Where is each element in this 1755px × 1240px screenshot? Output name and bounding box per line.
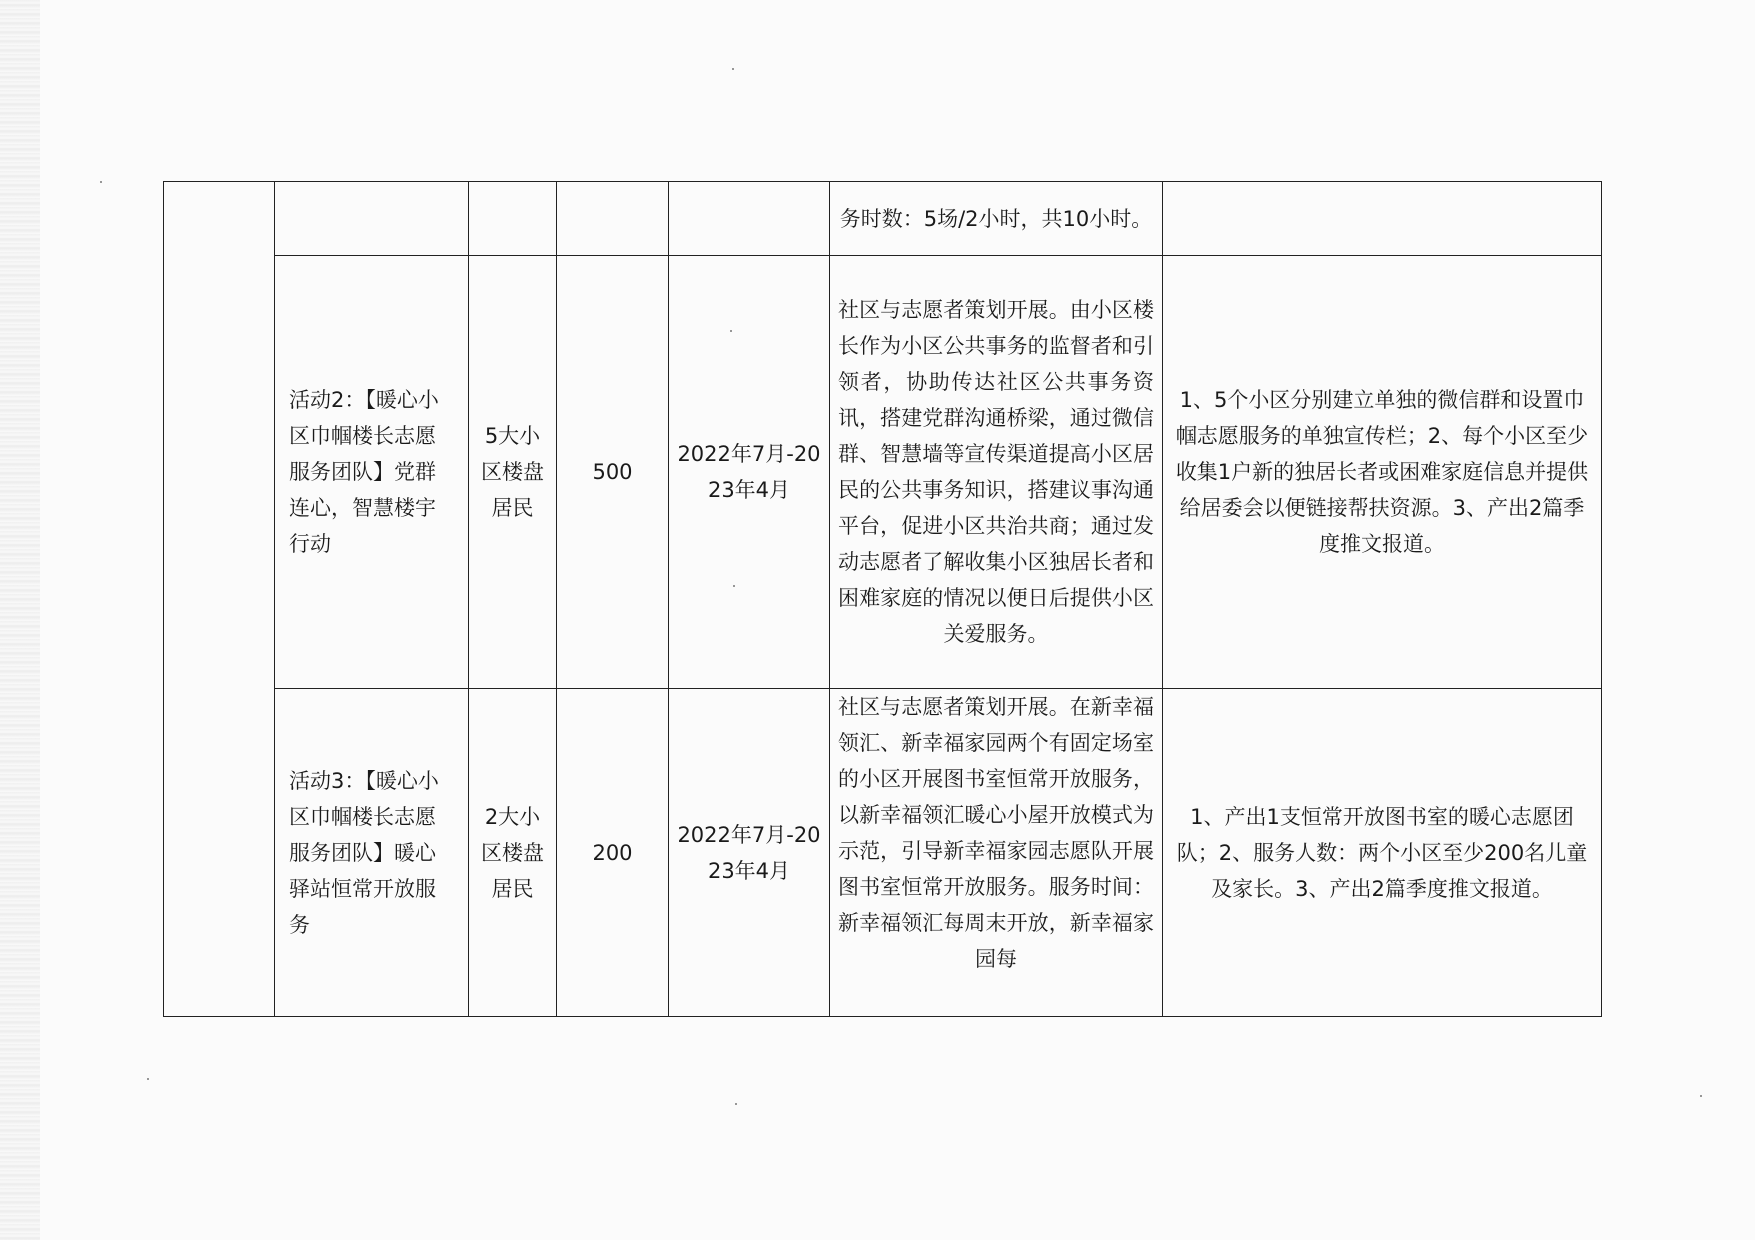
result-cell: 1、产出1支恒常开放图书室的暖心志愿团队；2、服务人数：两个小区至少200名儿童及家长。3、产出2篇季度推文报道。	[1163, 689, 1602, 1017]
left-blank-cell	[164, 182, 275, 1017]
activity-cell	[275, 182, 469, 256]
count-cell: 500	[557, 256, 669, 689]
scan-edge-artifact	[0, 0, 40, 1240]
target-cell	[469, 182, 557, 256]
time-cell: 2022年7月-2023年4月	[669, 689, 830, 1017]
count-cell	[557, 182, 669, 256]
target-cell: 5大小区楼盘居民	[469, 256, 557, 689]
scan-speck	[147, 1078, 149, 1080]
scan-speck	[735, 1103, 737, 1105]
table-row	[164, 256, 1602, 689]
result-cell	[1163, 182, 1602, 256]
target-cell: 2大小区楼盘居民	[469, 689, 557, 1017]
time-cell: 2022年7月-2023年4月	[669, 256, 830, 689]
scan-speck	[1700, 1095, 1702, 1097]
activity-cell: 活动2：【暖心小区巾帼楼长志愿服务团队】党群连心，智慧楼宇行动	[275, 256, 469, 689]
scan-speck	[100, 181, 102, 183]
time-cell	[669, 182, 830, 256]
description-cell: 社区与志愿者策划开展。由小区楼长作为小区公共事务的监督者和引领者，协助传达社区公共事务资讯，搭建党群沟通桥梁，通过微信群、智慧墙等宣传渠道提高小区居民的公共事务知识，搭建议事沟通平台，促进小区共治共商；通过发动志愿者了解收集小区独居长者和困难家庭的情况以便日后提供小区关爱服务。	[830, 256, 1163, 689]
scan-speck	[732, 68, 734, 70]
table-row	[164, 182, 1602, 256]
count-cell: 200	[557, 689, 669, 1017]
activity-cell: 活动3：【暖心小区巾帼楼长志愿服务团队】暖心驿站恒常开放服务	[275, 689, 469, 1017]
result-cell: 1、5个小区分别建立单独的微信群和设置巾帼志愿服务的单独宣传栏；2、每个小区至少收集1户新的独居长者或困难家庭信息并提供给居委会以便链接帮扶资源。3、产出2篇季度推文报道。	[1163, 256, 1602, 689]
activity-table	[163, 181, 1602, 1017]
description-cell: 社区与志愿者策划开展。在新幸福领汇、新幸福家园两个有固定场室的小区开展图书室恒常开放服务，以新幸福领汇暖心小屋开放模式为示范，引导新幸福家园志愿队开展图书室恒常开放服务。服务时间：新幸福领汇每周末开放，新幸福家园每	[830, 689, 1163, 1017]
table-row	[164, 689, 1602, 1017]
description-cell: 务时数：5场/2小时，共10小时。	[830, 182, 1163, 256]
